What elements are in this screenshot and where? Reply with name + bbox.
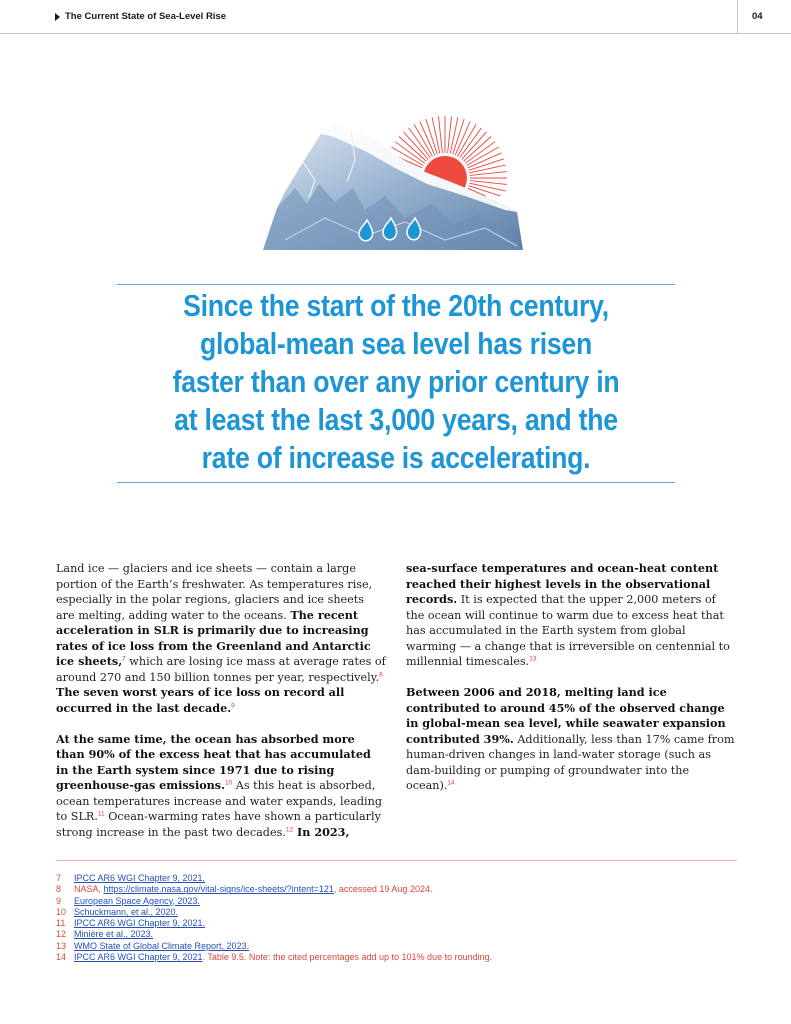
footnote-link[interactable]: Minière et al., 2023. — [74, 929, 154, 940]
footnote-ref[interactable]: 7 — [122, 655, 126, 663]
footnote: 7 IPCC AR6 WGI Chapter 9, 2021. — [56, 873, 206, 883]
footnote: 13 WMO State of Global Climate Report, 2023. — [56, 940, 250, 951]
header-divider — [737, 0, 738, 34]
pull-quote-line: global-mean sea level has risen — [199, 326, 593, 361]
footnote: 9 European Space Agency, 2023. — [56, 895, 200, 906]
pull-quote-line: at least the last 3,000 years, and the — [174, 402, 618, 437]
body-paragraph: Between 2006 and 2018, melting land ice contributed to around 45% of the observed change in global-mean sea level, while seawater expansion contributed 39%. Additionally, less than 17% came from human-driven changes in land-water storage (such as dam-building or pumping of groundwater into the ocean).$^{14}$ — [406, 685, 735, 792]
body-column-right — [406, 561, 736, 809]
footnote-ref[interactable]: 14 — [447, 779, 455, 787]
footnote-link[interactable]: IPCC AR6 WGI Chapter 9, 2021 — [74, 952, 203, 963]
section-breadcrumb[interactable] — [55, 11, 226, 22]
body-paragraph: sea-surface temperatures and ocean-heat content reached their highest levels in the observational records. It is expected that the upper 2,000 meters of the ocean will continue to warm due to excess heat that has accumulated in the Earth system from global warming — a change that is irreversible on centennial to millennial timescales.$^{13}$ — [406, 561, 730, 668]
footnote-link[interactable]: WMO State of Global Climate Report, 2023. — [74, 940, 250, 951]
quote-bottom-rule — [117, 482, 675, 483]
footnote-divider — [56, 860, 737, 861]
footnote: 14 IPCC AR6 WGI Chapter 9, 2021. Table 9.5. Note: the cited percentages add up to 101% due to rounding. — [56, 952, 493, 963]
pull-quote-line: Since the start of the 20th century, — [183, 288, 609, 323]
footnote-link[interactable]: Schuckmann, et al., 2020. — [74, 906, 179, 917]
pull-quote — [156, 287, 636, 477]
footnote: 12 Minière et al., 2023. — [56, 929, 154, 940]
pull-quote-line: faster than over any prior century in — [172, 364, 620, 399]
iceberg-illustration — [255, 100, 525, 260]
page-number: 04 — [752, 11, 763, 22]
pull-quote-line: rate of increase is accelerating. — [201, 440, 591, 475]
footnotes — [56, 873, 756, 963]
body-paragraph: Land ice — glaciers and ice sheets — contain a large portion of the Earth’s freshwater. As temperatures rise, especially in the polar regions, glaciers and ice sheets are melting, adding water to the oceans. The recent acceleration in SLR is primarily due to increasing rates of ice loss from the Greenland and Antarctic ice sheets,$^7$ which are losing ice mass at average rates of around 270 and 150 billion tonnes per year, respectively.$^8$ The seven worst years of ice loss on record all occurred in the last decade.$^9$ — [56, 562, 386, 715]
body-column-left — [56, 561, 386, 840]
footnote-ref[interactable]: 9 — [231, 701, 235, 709]
footnote-ref[interactable]: 11 — [97, 810, 105, 818]
footnote: 10 Schuckmann, et al., 2020. — [56, 906, 179, 917]
section-title: The Current State of Sea-Level Rise — [65, 11, 227, 22]
footnote-link[interactable]: IPCC AR6 WGI Chapter 9, 2021. — [74, 873, 206, 883]
page-header — [0, 0, 791, 34]
footnote-link[interactable]: IPCC AR6 WGI Chapter 9, 2021. — [74, 918, 206, 929]
body-paragraph: At the same time, the ocean has absorbed more than 90% of the excess heat that has accumulated in the Earth system since 1971 due to rising greenhouse-gas emissions.$^{10}$ As this heat is absorbed, ocean temperatures increase and water expands, leading to SLR.$^{11}$ Ocean-warming rates have shown a particularly strong increase in the past two decades.$^{12}$ In 2023, — [56, 731, 383, 839]
footnote-ref[interactable]: 10 — [224, 779, 233, 787]
quote-top-rule — [117, 284, 675, 285]
footnote-ref[interactable]: 13 — [529, 655, 537, 663]
footnote: 11 IPCC AR6 WGI Chapter 9, 2021. — [56, 918, 206, 929]
footnote-ref[interactable]: 12 — [285, 825, 294, 833]
footnote-link[interactable]: https://climate.nasa.gov/vital-signs/ice-sheets/?intent=121 — [103, 884, 334, 895]
footnote: 8 NASA, https://climate.nasa.gov/vital-signs/ice-sheets/?intent=121, accessed 19 Aug 2024. — [56, 884, 433, 895]
footnote-link[interactable]: European Space Agency, 2023. — [74, 895, 200, 906]
caret-right-icon — [55, 13, 60, 21]
footnote-ref[interactable]: 8 — [379, 670, 383, 678]
